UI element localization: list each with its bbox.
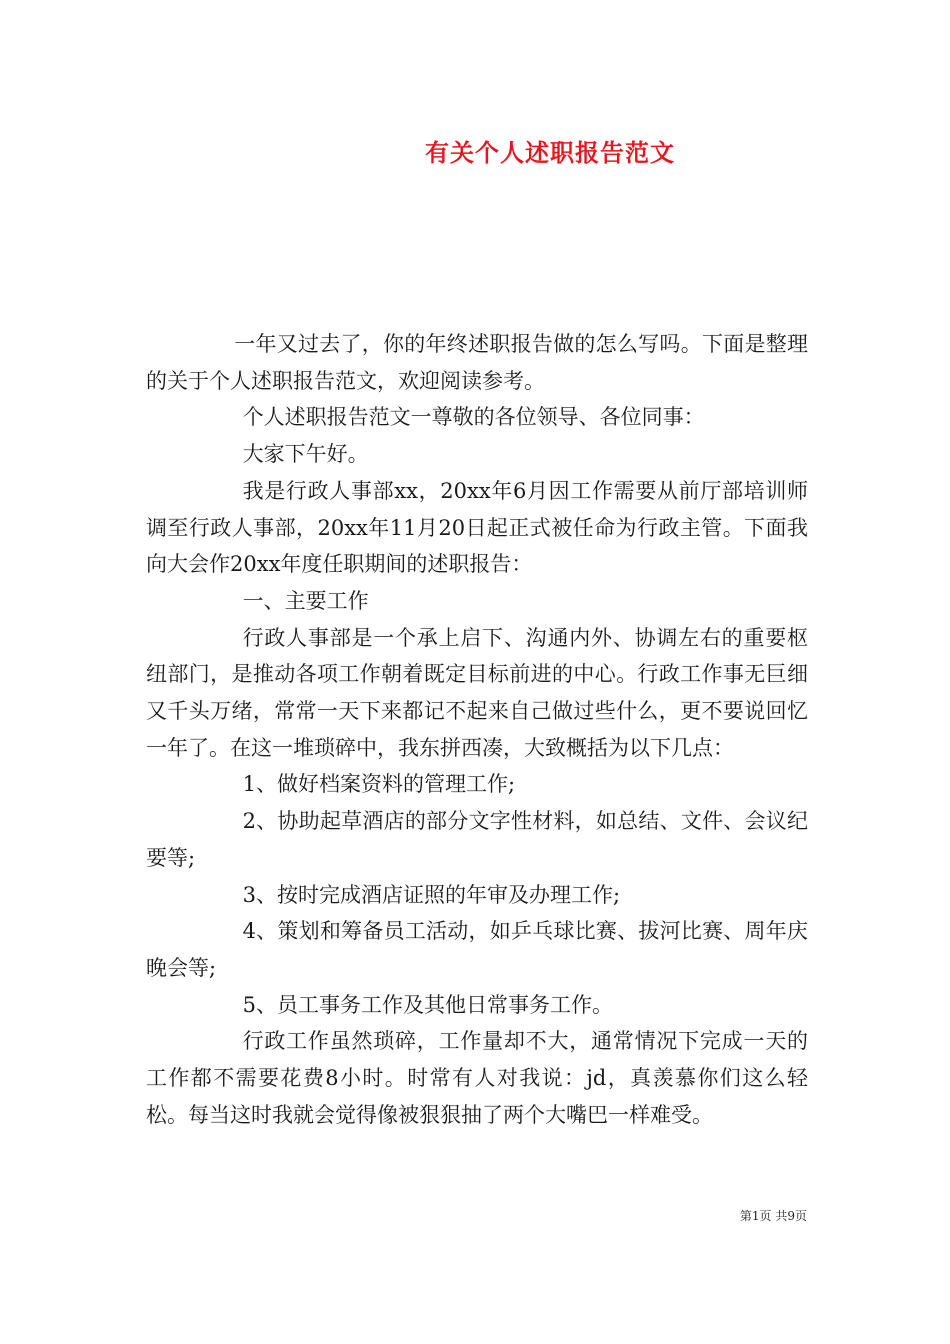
document-title: 有关个人述职报告范文 [425,138,675,167]
paragraph-greeting: 大家下午好。 [242,442,369,467]
page-number-footer: 第1页 共9页 [739,1209,807,1223]
section-heading-main-work: 一、主要工作 [242,588,369,613]
document-body [146,326,808,1133]
paragraph-department-role: 行政人事部是一个承上启下、沟通内外、协调左右的重要枢纽部门，是推动各项工作朝着既定目标前进的中心。行政工作事无巨细又千头万绪，常常一天下来都记不起来自己做过些什么，更不要说回忆一年了。在这一堆琐碎中，我东拼西凑，大致概括为以下几点： [146,625,808,760]
paragraph-self-intro: 我是行政人事部xx，20xx年6月因工作需要从前厅部培训师调至行政人事部，20xx年11月20日起正式被任命为行政主管。下面我向大会作20xx年度任职期间的述职报告： [146,478,808,577]
list-item-1: 1、做好档案资料的管理工作; [242,772,516,797]
paragraph-intro: 一年又过去了，你的年终述职报告做的怎么写吗。下面是整理的关于个人述职报告范文，欢迎阅读参考。 [146,332,808,393]
paragraph-workload: 行政工作虽然琐碎，工作量却不大，通常情况下完成一天的工作都不需要花费8小时。时常有人对我说：jd，真羡慕你们这么轻松。每当这时我就会觉得像被狠狠抽了两个大嘴巴一样难受。 [146,1029,808,1127]
list-item-5: 5、员工事务工作及其他日常事务工作。 [242,992,613,1017]
list-item-4: 4、策划和筹备员工活动，如乒乓球比赛、拔河比赛、周年庆晚会等; [146,919,808,980]
list-item-2: 2、协助起草酒店的部分文字性材料，如总结、文件、会议纪要等; [146,809,808,870]
list-item-3: 3、按时完成酒店证照的年审及办理工作; [242,882,621,907]
paragraph-salutation: 个人述职报告范文一尊敬的各位领导、各位同事： [242,405,705,430]
